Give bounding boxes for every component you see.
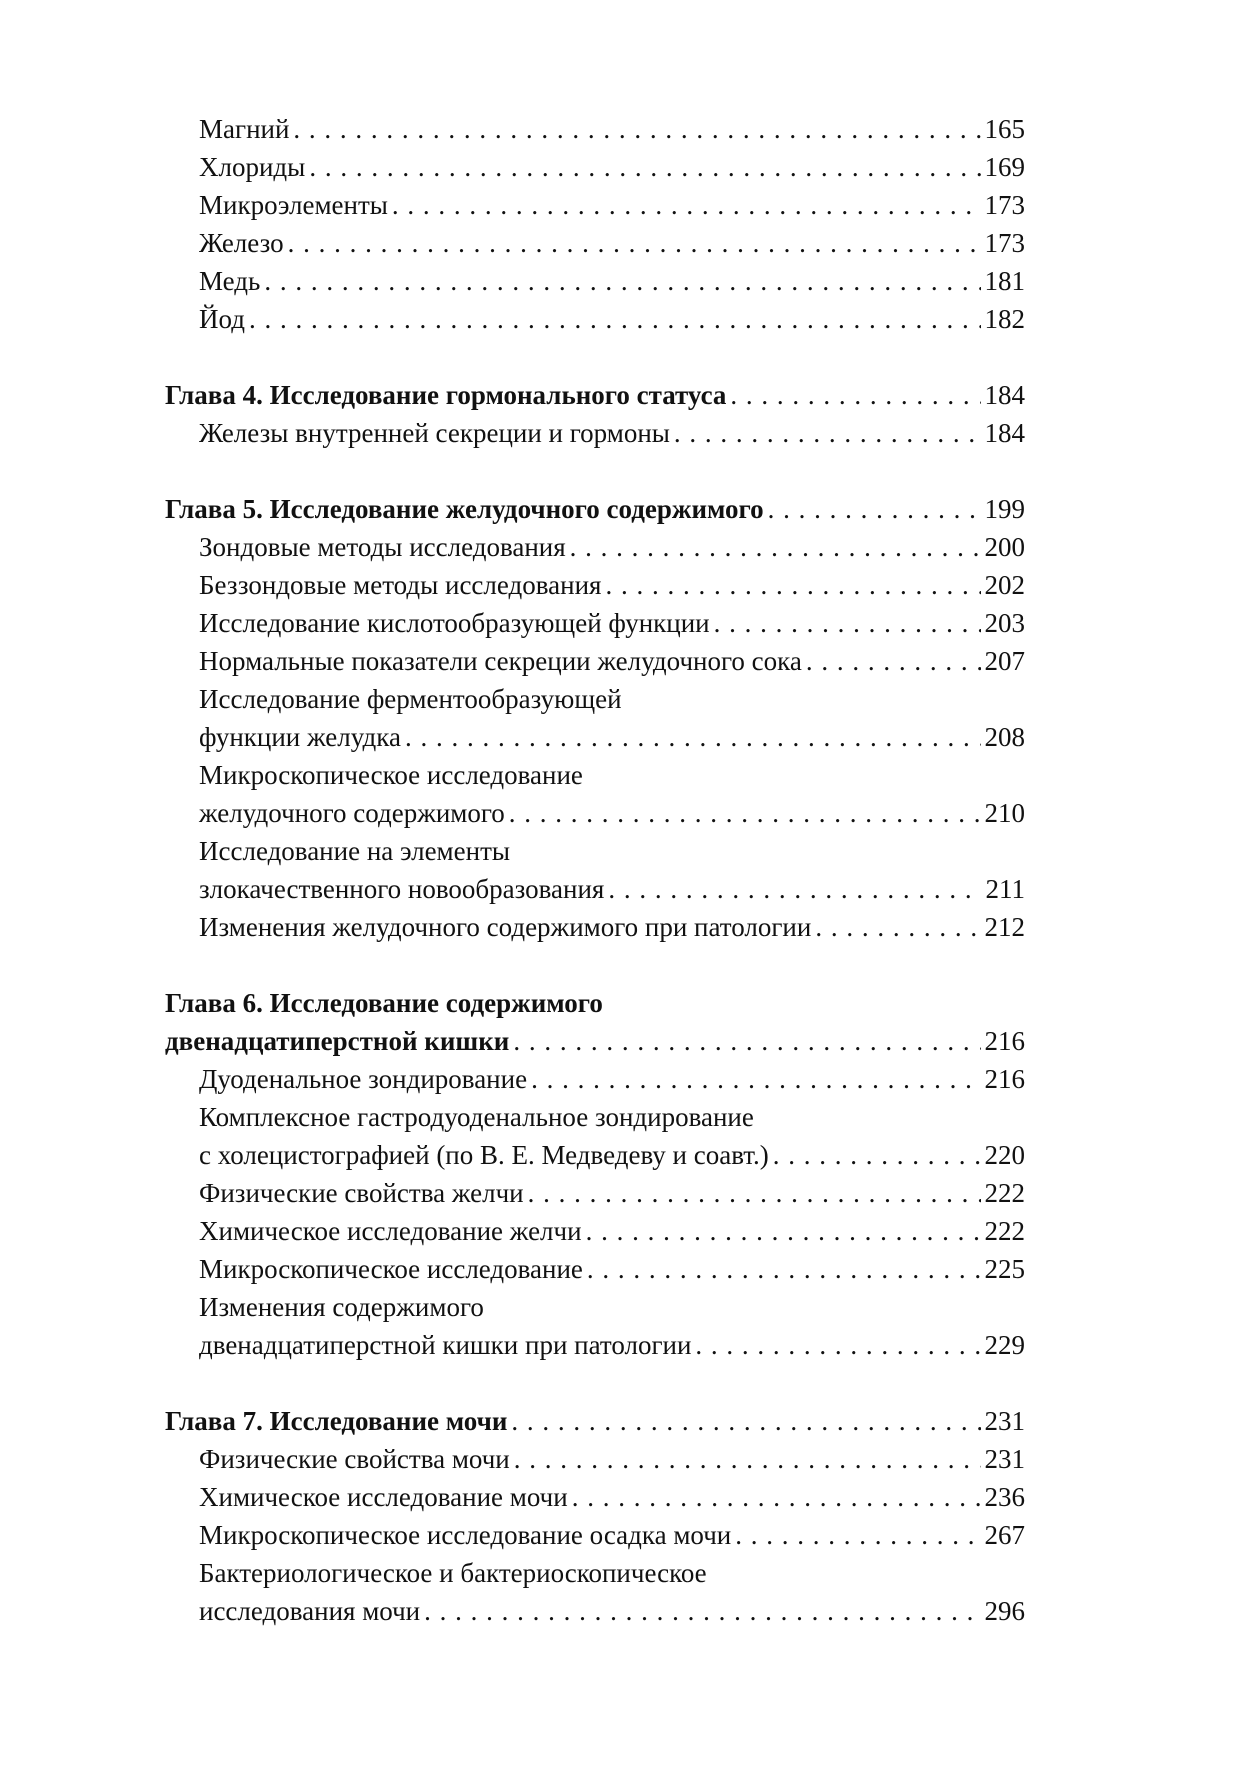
dot-leader xyxy=(735,1516,980,1554)
toc-entry xyxy=(165,908,1025,946)
dot-leader xyxy=(714,604,981,642)
toc-entry-first-line xyxy=(165,1098,1025,1136)
toc-entry xyxy=(165,1592,1025,1630)
dot-leader xyxy=(293,110,980,148)
toc-entry-title: Микроэлементы xyxy=(199,190,388,220)
toc-entry-page: 200 xyxy=(984,532,1025,562)
toc-entry xyxy=(165,110,1025,148)
chapter-title: Глава 6. Исследование содержимого xyxy=(165,988,603,1018)
toc-entry-page: 236 xyxy=(984,1482,1025,1512)
section-gap xyxy=(165,1364,1025,1402)
toc-entry-page: 173 xyxy=(984,228,1025,258)
dot-leader xyxy=(264,262,980,300)
toc-entry-title: Нормальные показатели секреции желудочного сока xyxy=(199,646,802,676)
toc-entry-title: Химическое исследование желчи xyxy=(199,1216,582,1246)
toc-entry xyxy=(165,794,1025,832)
dot-leader xyxy=(570,528,981,566)
dot-leader xyxy=(392,186,981,224)
toc-entry-page: 207 xyxy=(984,646,1025,676)
chapter-heading xyxy=(165,1402,1025,1440)
chapter-heading xyxy=(165,1022,1025,1060)
toc-entry-title: Микроскопическое исследование xyxy=(199,1254,583,1284)
toc-entry xyxy=(165,262,1025,300)
toc-entry-title: Хлориды xyxy=(199,152,306,182)
toc-entry xyxy=(165,186,1025,224)
chapter-title: Глава 5. Исследование желудочного содержимого xyxy=(165,494,764,524)
toc-entry-first-line xyxy=(165,756,1025,794)
toc-entry xyxy=(165,718,1025,756)
toc-entry xyxy=(165,1174,1025,1212)
toc-entry-title: Изменения желудочного содержимого при патологии xyxy=(199,912,812,942)
toc-entry-page: 222 xyxy=(984,1178,1025,1208)
toc-entry-title: Бактериологическое и бактериоскопическое xyxy=(199,1558,707,1588)
toc-entry-page: 229 xyxy=(984,1330,1025,1360)
toc-entry-title: Магний xyxy=(199,114,290,144)
toc-entry xyxy=(165,870,1025,908)
toc-entry-page: 216 xyxy=(984,1064,1025,1094)
toc-entry-title: Исследование на элементы xyxy=(199,836,511,866)
dot-leader xyxy=(309,148,980,186)
toc-entry xyxy=(165,414,1025,452)
toc-entry xyxy=(165,1212,1025,1250)
chapter-heading xyxy=(165,490,1025,528)
toc-entry-title: Беззондовые методы исследования xyxy=(199,570,602,600)
dot-leader xyxy=(730,376,980,414)
toc-entry-page: 231 xyxy=(984,1444,1025,1474)
toc-entry-page: 182 xyxy=(984,304,1025,334)
dot-leader xyxy=(288,224,981,262)
toc-entry-page: 184 xyxy=(984,418,1025,448)
toc-entry-title: Медь xyxy=(199,266,261,296)
dot-leader xyxy=(509,794,981,832)
toc-entry-title: злокачественного новообразования xyxy=(199,874,605,904)
toc-entry-page: 210 xyxy=(984,798,1025,828)
chapter-page: 199 xyxy=(984,494,1025,524)
chapter-page: 231 xyxy=(984,1406,1025,1436)
toc-entry xyxy=(165,604,1025,642)
toc-entry-title: Комплексное гастродуоденальное зондирование xyxy=(199,1102,754,1132)
dot-leader xyxy=(424,1592,980,1630)
toc-entry-title: Железы внутренней секреции и гормоны xyxy=(199,418,670,448)
chapter-heading xyxy=(165,376,1025,414)
toc-entry xyxy=(165,1440,1025,1478)
toc-entry-page: 296 xyxy=(984,1596,1025,1626)
toc-entry xyxy=(165,224,1025,262)
toc-entry-page: 267 xyxy=(984,1520,1025,1550)
toc-entry xyxy=(165,528,1025,566)
toc-entry-title: Изменения содержимого xyxy=(199,1292,484,1322)
toc-entry-title: Микроскопическое исследование осадка мочи xyxy=(199,1520,732,1550)
toc-entry xyxy=(165,1060,1025,1098)
section-gap xyxy=(165,946,1025,984)
dot-leader xyxy=(674,414,981,452)
dot-leader xyxy=(695,1326,980,1364)
toc-entry-first-line xyxy=(165,832,1025,870)
toc-entry-title: Микроскопическое исследование xyxy=(199,760,583,790)
toc-entry-page: 222 xyxy=(984,1216,1025,1246)
toc-entry-page: 181 xyxy=(984,266,1025,296)
toc-entry-page: 208 xyxy=(984,722,1025,752)
section-gap xyxy=(165,338,1025,376)
toc-entry xyxy=(165,1326,1025,1364)
toc-entry-title: Исследование кислотообразующей функции xyxy=(199,608,710,638)
toc-entry xyxy=(165,300,1025,338)
toc-entry-title: с холецистографией (по В. Е. Медведеву и соавт.) xyxy=(199,1140,769,1170)
dot-leader xyxy=(528,1174,981,1212)
toc-entry xyxy=(165,1250,1025,1288)
dot-leader xyxy=(405,718,981,756)
toc-entry-title: двенадцатиперстной кишки при патологии xyxy=(199,1330,692,1360)
dot-leader xyxy=(773,1136,981,1174)
toc-entry-page: 165 xyxy=(984,114,1025,144)
dot-leader xyxy=(815,908,980,946)
toc-entry-first-line xyxy=(165,1288,1025,1326)
dot-leader xyxy=(586,1212,981,1250)
chapter-title: Глава 4. Исследование гормонального статуса xyxy=(165,380,727,410)
toc-entry-title: желудочного содержимого xyxy=(199,798,505,828)
toc-entry-title: Йод xyxy=(199,304,245,334)
toc-entry-title: Дуоденальное зондирование xyxy=(199,1064,528,1094)
toc-entry-title: Зондовые методы исследования xyxy=(199,532,566,562)
dot-leader xyxy=(249,300,981,338)
toc-entry-first-line xyxy=(165,1554,1025,1592)
toc-entry-page: 202 xyxy=(984,570,1025,600)
chapter-title: двенадцатиперстной кишки xyxy=(165,1026,510,1056)
toc-entry-page: 173 xyxy=(984,190,1025,220)
dot-leader xyxy=(608,870,981,908)
toc-entry xyxy=(165,566,1025,604)
section-gap xyxy=(165,452,1025,490)
toc-entry-title: Физические свойства мочи xyxy=(199,1444,510,1474)
toc-entry xyxy=(165,1478,1025,1516)
dot-leader xyxy=(768,490,981,528)
toc-entry-page: 225 xyxy=(984,1254,1025,1284)
chapter-heading-first-line xyxy=(165,984,1025,1022)
toc-entry-title: Химическое исследование мочи xyxy=(199,1482,568,1512)
toc-entry xyxy=(165,642,1025,680)
dot-leader xyxy=(511,1402,980,1440)
toc-entry-title: функции желудка xyxy=(199,722,401,752)
dot-leader xyxy=(587,1250,981,1288)
toc-entry xyxy=(165,1516,1025,1554)
dot-leader xyxy=(572,1478,981,1516)
toc-entry-page: 211 xyxy=(985,874,1025,904)
toc-entry-page: 220 xyxy=(984,1140,1025,1170)
toc-entry-page: 169 xyxy=(984,152,1025,182)
chapter-title: Глава 7. Исследование мочи xyxy=(165,1406,508,1436)
dot-leader xyxy=(806,642,981,680)
toc-entry-title: исследования мочи xyxy=(199,1596,421,1626)
toc-entry-page: 212 xyxy=(984,912,1025,942)
toc-entry-title: Физические свойства желчи xyxy=(199,1178,524,1208)
toc-entry-title: Железо xyxy=(199,228,284,258)
dot-leader xyxy=(605,566,980,604)
toc-entry-first-line xyxy=(165,680,1025,718)
chapter-page: 216 xyxy=(984,1026,1025,1056)
toc-entry-title: Исследование ферментообразующей xyxy=(199,684,622,714)
dot-leader xyxy=(513,1022,980,1060)
dot-leader xyxy=(531,1060,980,1098)
chapter-page: 184 xyxy=(984,380,1025,410)
toc-entry xyxy=(165,1136,1025,1174)
toc-entry xyxy=(165,148,1025,186)
table-of-contents xyxy=(165,110,1025,1630)
toc-entry-page: 203 xyxy=(984,608,1025,638)
dot-leader xyxy=(514,1440,981,1478)
